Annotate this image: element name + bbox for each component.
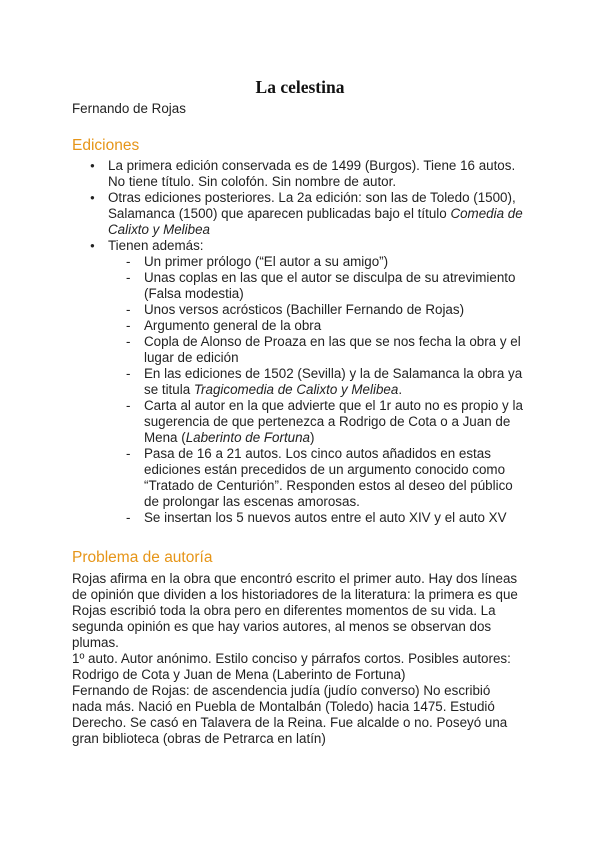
punctuation: . bbox=[398, 382, 403, 397]
paragraph: Fernando de Rojas: de ascendencia judía (judío converso) No escribió nada más. Nació en Puebla de Montalbán (Toledo) hacia 1475. Estudió Derecho. Se casó en Talavera de la Reina. Fue alcalde o no. Poseyó una gran biblioteca (obras de Petrarca en latín) bbox=[72, 683, 508, 746]
sub-list-item-text: Argumento general de la obra bbox=[144, 318, 322, 333]
sub-list-item bbox=[126, 270, 526, 302]
list-item-text: La primera edición conservada es de 1499 (Burgos). Tiene 16 autos. No tiene título. Sin colofón. Sin nombre de autor. bbox=[108, 158, 516, 189]
list-item-text: Tienen además: bbox=[108, 238, 204, 253]
ediciones-list bbox=[90, 158, 530, 526]
sub-list-item-text: Un primer prólogo (“El autor a su amigo”) bbox=[144, 254, 389, 269]
sub-list-item-text: Unos versos acrósticos (Bachiller Fernando de Rojas) bbox=[144, 302, 465, 317]
sub-list-item-text: Carta al autor en la que advierte que el 1r auto no es propio y la sugerencia de que pertenezca a Rodrigo de Cota o a Juan de Mena ( bbox=[144, 398, 523, 445]
sub-list-item-text: Pasa de 16 a 21 autos. Los cinco autos añadidos en estas ediciones están precedidos de un argumento conocido como “Tratado de Centurión”. Responden estos al deseo del público de prolongar las escenas amorosas. bbox=[144, 446, 513, 509]
punctuation: ) bbox=[310, 430, 315, 445]
list-item-text: Otras ediciones posteriores. La 2a edición: son las de Toledo (1500), Salamanca (1500) que aparecen publicadas bajo el título bbox=[108, 190, 516, 221]
work-title: Laberinto de Fortuna bbox=[185, 430, 311, 445]
list-item bbox=[90, 190, 530, 238]
work-title: Tragicomedia de Calixto y Melibea bbox=[193, 382, 399, 397]
sub-list-item bbox=[126, 510, 526, 526]
work-title: Comedia de Calixto y Melibea bbox=[108, 206, 523, 237]
document-author: Fernando de Rojas bbox=[72, 101, 186, 116]
sub-list-item bbox=[126, 318, 526, 334]
sub-list-item bbox=[126, 366, 526, 398]
sub-list-item bbox=[126, 446, 526, 510]
document-title: La celestina bbox=[255, 77, 345, 97]
paragraph: Rojas afirma en la obra que encontró escrito el primer auto. Hay dos líneas de opinión que dividen a los historiadores de la literatura: la primera es que Rojas escribió toda la obra pero en diferentes momentos de su vida. La segunda opinión es que hay varios autores, al menos se observan dos plumas. bbox=[72, 571, 518, 650]
sub-list-item-text: Se insertan los 5 nuevos autos entre el auto XIV y el auto XV bbox=[144, 510, 507, 525]
sub-list-item-text: En las ediciones de 1502 (Sevilla) y la de Salamanca la obra ya se titula bbox=[144, 366, 523, 397]
list-item bbox=[90, 238, 530, 526]
sub-list-item bbox=[126, 398, 526, 446]
sub-list-item-text: Unas coplas en las que el autor se disculpa de su atrevimiento (Falsa modestia) bbox=[144, 270, 516, 301]
sub-list-item bbox=[126, 334, 526, 366]
sub-list-item-text: Copla de Alonso de Proaza en las que se nos fecha la obra y el lugar de edición bbox=[144, 334, 521, 365]
autoria-body bbox=[72, 571, 520, 747]
section-heading-problema-autoria: Problema de autoría bbox=[72, 549, 213, 566]
sub-list-item bbox=[126, 302, 526, 318]
paragraph: 1º auto. Autor anónimo. Estilo conciso y párrafos cortos. Posibles autores: Rodrigo de Cota y Juan de Mena (Laberinto de Fortuna) bbox=[72, 651, 511, 682]
list-item bbox=[90, 158, 530, 190]
sub-list bbox=[108, 254, 526, 526]
section-heading-ediciones: Ediciones bbox=[72, 137, 140, 154]
sub-list-item bbox=[126, 254, 526, 270]
